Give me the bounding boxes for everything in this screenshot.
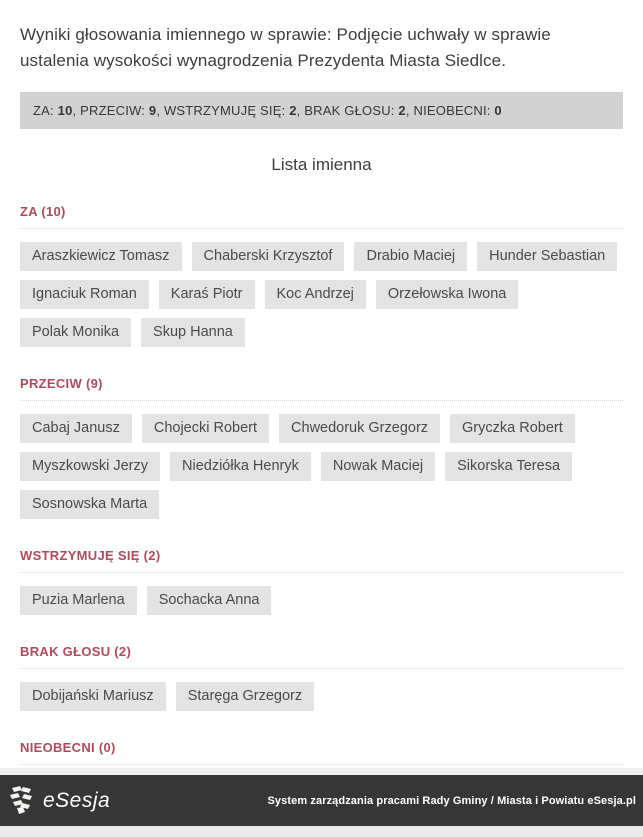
member-chip: Myszkowski Jerzy [20,452,160,481]
section-heading: NIEOBECNI (0) [20,740,623,765]
summary-label: PRZECIW: [80,102,146,118]
section-heading: PRZECIW (9) [20,376,623,401]
member-chip: Puzia Marlena [20,586,137,615]
member-chip: Dobijański Mariusz [20,682,166,711]
member-chip: Nowak Maciej [321,452,435,481]
member-chip: Sosnowska Marta [20,490,159,519]
esesja-logo-icon [10,786,36,816]
member-chip: Gryczka Robert [450,414,575,443]
vote-sections [20,204,623,765]
member-chip: Sochacka Anna [147,586,272,615]
member-chip: Karaś Piotr [159,280,255,309]
summary-value: 9 [148,102,157,118]
footer-bar [0,775,643,826]
summary-value: 10 [57,102,73,118]
member-chip: Chwedoruk Grzegorz [279,414,440,443]
member-chip: Chojecki Robert [142,414,269,443]
summary-label: BRAK GŁOSU: [304,102,395,118]
vote-section [20,376,623,519]
summary-separator: , [72,102,77,118]
esesja-logo-text: eSesja [43,788,111,812]
summary-part [413,103,501,118]
vote-section [20,644,623,711]
footer-tagline: System zarządzania pracami Rady Gminy / Miasta i Powiatu eSesja.pl [267,794,636,807]
bottom-strip [0,826,643,837]
member-chip: Polak Monika [20,318,131,347]
summary-part [33,103,80,118]
section-members [20,414,623,519]
member-chip: Hunder Sebastian [477,242,617,271]
esesja-logo-link[interactable] [10,786,110,816]
summary-label: WSTRZYMUJĘ SIĘ: [163,102,286,118]
member-chip: Sikorska Teresa [445,452,572,481]
section-members [20,242,623,347]
member-chip: Drabio Maciej [354,242,467,271]
member-chip: Ignaciuk Roman [20,280,149,309]
member-chip: Staręga Grzegorz [176,682,314,711]
vote-section [20,548,623,615]
vote-section [20,204,623,347]
member-chip: Orzełowska Iwona [376,280,518,309]
summary-value: 2 [398,102,406,118]
vote-section [20,740,623,765]
page-title: Wyniki głosowania imiennego w sprawie: Podjęcie uchwały w sprawie ustalenia wysokości wynagrodzenia Prezydenta Miasta Siedlce. [20,25,551,71]
summary-part [304,103,413,118]
section-heading: BRAK GŁOSU (2) [20,644,623,669]
section-members [20,682,623,711]
summary-value: 0 [494,102,502,118]
summary-part [164,103,304,118]
summary-value: 2 [289,102,297,118]
section-members [20,586,623,615]
member-chip: Cabaj Janusz [20,414,132,443]
summary-label: NIEOBECNI: [413,102,491,118]
member-chip: Koc Andrzej [265,280,366,309]
summary-part [80,103,164,118]
member-chip: Araszkiewicz Tomasz [20,242,182,271]
section-heading: WSTRZYMUJĘ SIĘ (2) [20,548,623,573]
summary-label: ZA: [33,102,54,118]
member-chip: Chaberski Krzysztof [192,242,345,271]
member-chip: Skup Hanna [141,318,245,347]
section-heading: ZA (10) [20,204,623,229]
summary-separator: , [156,102,161,118]
member-chip: Niedziółka Henryk [170,452,311,481]
pre-footer-strip [0,768,643,775]
list-heading: Lista imienna [271,154,372,174]
vote-summary-bar [20,92,623,129]
summary-separator: , [296,102,301,118]
summary-separator: , [405,102,410,118]
